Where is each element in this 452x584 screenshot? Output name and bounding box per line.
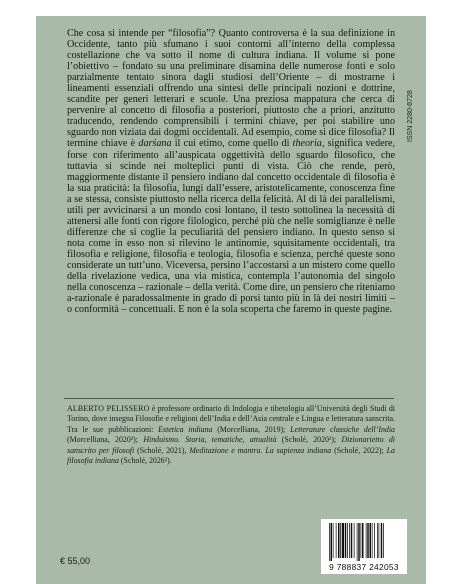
barcode-bar bbox=[342, 523, 344, 558]
bio-part: (Scholé, 2022); bbox=[331, 445, 387, 455]
blurb-term-darsana: darśana bbox=[138, 138, 172, 150]
barcode-bar bbox=[367, 523, 369, 558]
bio-part: (Scholé, 2026²). bbox=[118, 456, 172, 466]
barcode-bar bbox=[340, 523, 341, 558]
barcode-bar bbox=[333, 523, 334, 558]
barcode-bar bbox=[345, 523, 347, 558]
barcode-bar bbox=[357, 523, 358, 561]
divider-line bbox=[64, 398, 394, 399]
barcode-bar bbox=[338, 523, 340, 558]
author-bio bbox=[67, 404, 395, 466]
blurb-part: Che cosa si intende per “filosofia”? Quanto controversa è la sua definizione in Occidente, tanto più sfumano i suoi contorni all’interno della complessa costellazione che va sotto il nome di cultura indiana. Il volume si pone l’obiettivo – fondato su una preliminare disamina delle numerose fonti e solo parzialmente tentato sinora dagli studiosi dell’Oriente – di mostrarne i lineamenti essenziali offrendo una sintesi delle principali nozioni e dottrine, scandite per generi letterari e scuole. Una preziosa mappatura che cerca di pervenire al concetto di filosofia a posteriori, piuttosto che a priori, anzitutto traducendo, rendendo comprensibili i termini chiave, per poi stabilire uno sguardo non viziata dai dogmi occidentali. Ad esempio, come si dice filosofia? Il termine chiave è bbox=[67, 28, 395, 150]
bio-work-title: Dizionarietto di sanscrito per filosofi bbox=[67, 435, 395, 455]
barcode-bar bbox=[370, 523, 372, 558]
barcode-bar bbox=[351, 523, 353, 558]
barcode-bar bbox=[358, 523, 360, 561]
blurb-term-theoria: theoria bbox=[292, 138, 322, 150]
bio-part: (Morcelliana, 2020²); bbox=[67, 435, 144, 445]
barcode-bar bbox=[349, 523, 350, 558]
barcode-bar bbox=[347, 523, 348, 558]
issn-label: ISSN 2280-8728 bbox=[407, 90, 414, 142]
barcode-bar bbox=[377, 523, 378, 558]
barcode-bar bbox=[379, 523, 380, 558]
barcode-bar bbox=[354, 523, 355, 558]
barcode-bar bbox=[329, 523, 330, 561]
bio-work-title: Meditazione e mantra. La sapienza indiana bbox=[189, 445, 332, 455]
barcode-bars bbox=[327, 523, 401, 562]
bio-work-title: Letterature classiche dell’India bbox=[290, 424, 395, 434]
barcode-bar bbox=[372, 523, 373, 558]
blurb-text bbox=[67, 28, 395, 315]
bio-part: (Scholé, 2020²); bbox=[276, 435, 342, 445]
bio-work-title: La filosofia indiana bbox=[67, 445, 395, 466]
bio-part: (Morcelliana, 2019); bbox=[212, 424, 291, 434]
bio-work-title: Hinduismo. Storia, tematiche, attualità bbox=[143, 435, 277, 445]
bio-part: (Scholé, 2021), bbox=[134, 445, 190, 455]
barcode-bar bbox=[374, 523, 375, 558]
barcode-number: 9 788837 242053 bbox=[329, 562, 399, 572]
barcode-bar bbox=[366, 523, 367, 558]
barcode-bar bbox=[362, 523, 364, 558]
barcode-bar bbox=[381, 523, 383, 558]
barcode-bar bbox=[336, 523, 337, 558]
barcode-bar bbox=[361, 523, 362, 558]
bio-work-title: Estetica indiana bbox=[158, 424, 213, 434]
barcode-bar bbox=[383, 523, 384, 558]
blurb-part: il cui etimo, come quello di bbox=[171, 138, 293, 150]
blurb-part: , significa vedere, forse con riferimento all’auspicata oggettività dello sguardo filosofico, che tuttavia si scinde nei molteplici punti di vista. Ciò che rende, però, maggiormente distante il pensiero indiano dal concetto occidentale di filosofia è la sua praticità: la filosofia, lungi dall’essere, aristotelicamente, conoscenza fine a se stessa, consiste piuttosto nella ricerca della felicità. Al di là dei parallelismi, utili per avvicinarsi a un mondo così lontano, il testo sottolinea la necessità di attenersi alle fonti con rigore filologico, perché più che nelle somiglianze è nelle differenze che si coglie la peculiarità del pensiero indiano. In questo senso si nota come in esso non si rilevino le antinomie, squisitamente occidentali, tra filosofia e religione, filosofia e teologia, filosofia e scienza, perché queste sono considerate un tutt’uno. Viceversa, persino l’accostarsi a un mistero come quello della rivelazione vedica, una via mistica, contempla l’autonomia del singolo nella conoscenza – razionale – della verità. Come dire, un pensiero che riteniamo a-razionale è paradossalmente in grado di porsi tanto più in là dei nostri limiti – o conformità – concettuali. E non è la sola scoperta che faremo in queste pagine. bbox=[67, 138, 396, 316]
author-name: ALBERTO PELISSERO bbox=[67, 404, 150, 413]
barcode bbox=[321, 519, 407, 574]
barcode-bar bbox=[331, 523, 333, 561]
bio-part: è professore ordinario di Indologia e tibetologia all’Università degli Studi di Torino, dove insegna Filosofie e religioni dell’India e dell’Asia centrale e Lingua e letteratura sanscrita. Tra le sue pubblicazioni: bbox=[67, 404, 395, 434]
price-label: € 55,00 bbox=[60, 556, 91, 566]
